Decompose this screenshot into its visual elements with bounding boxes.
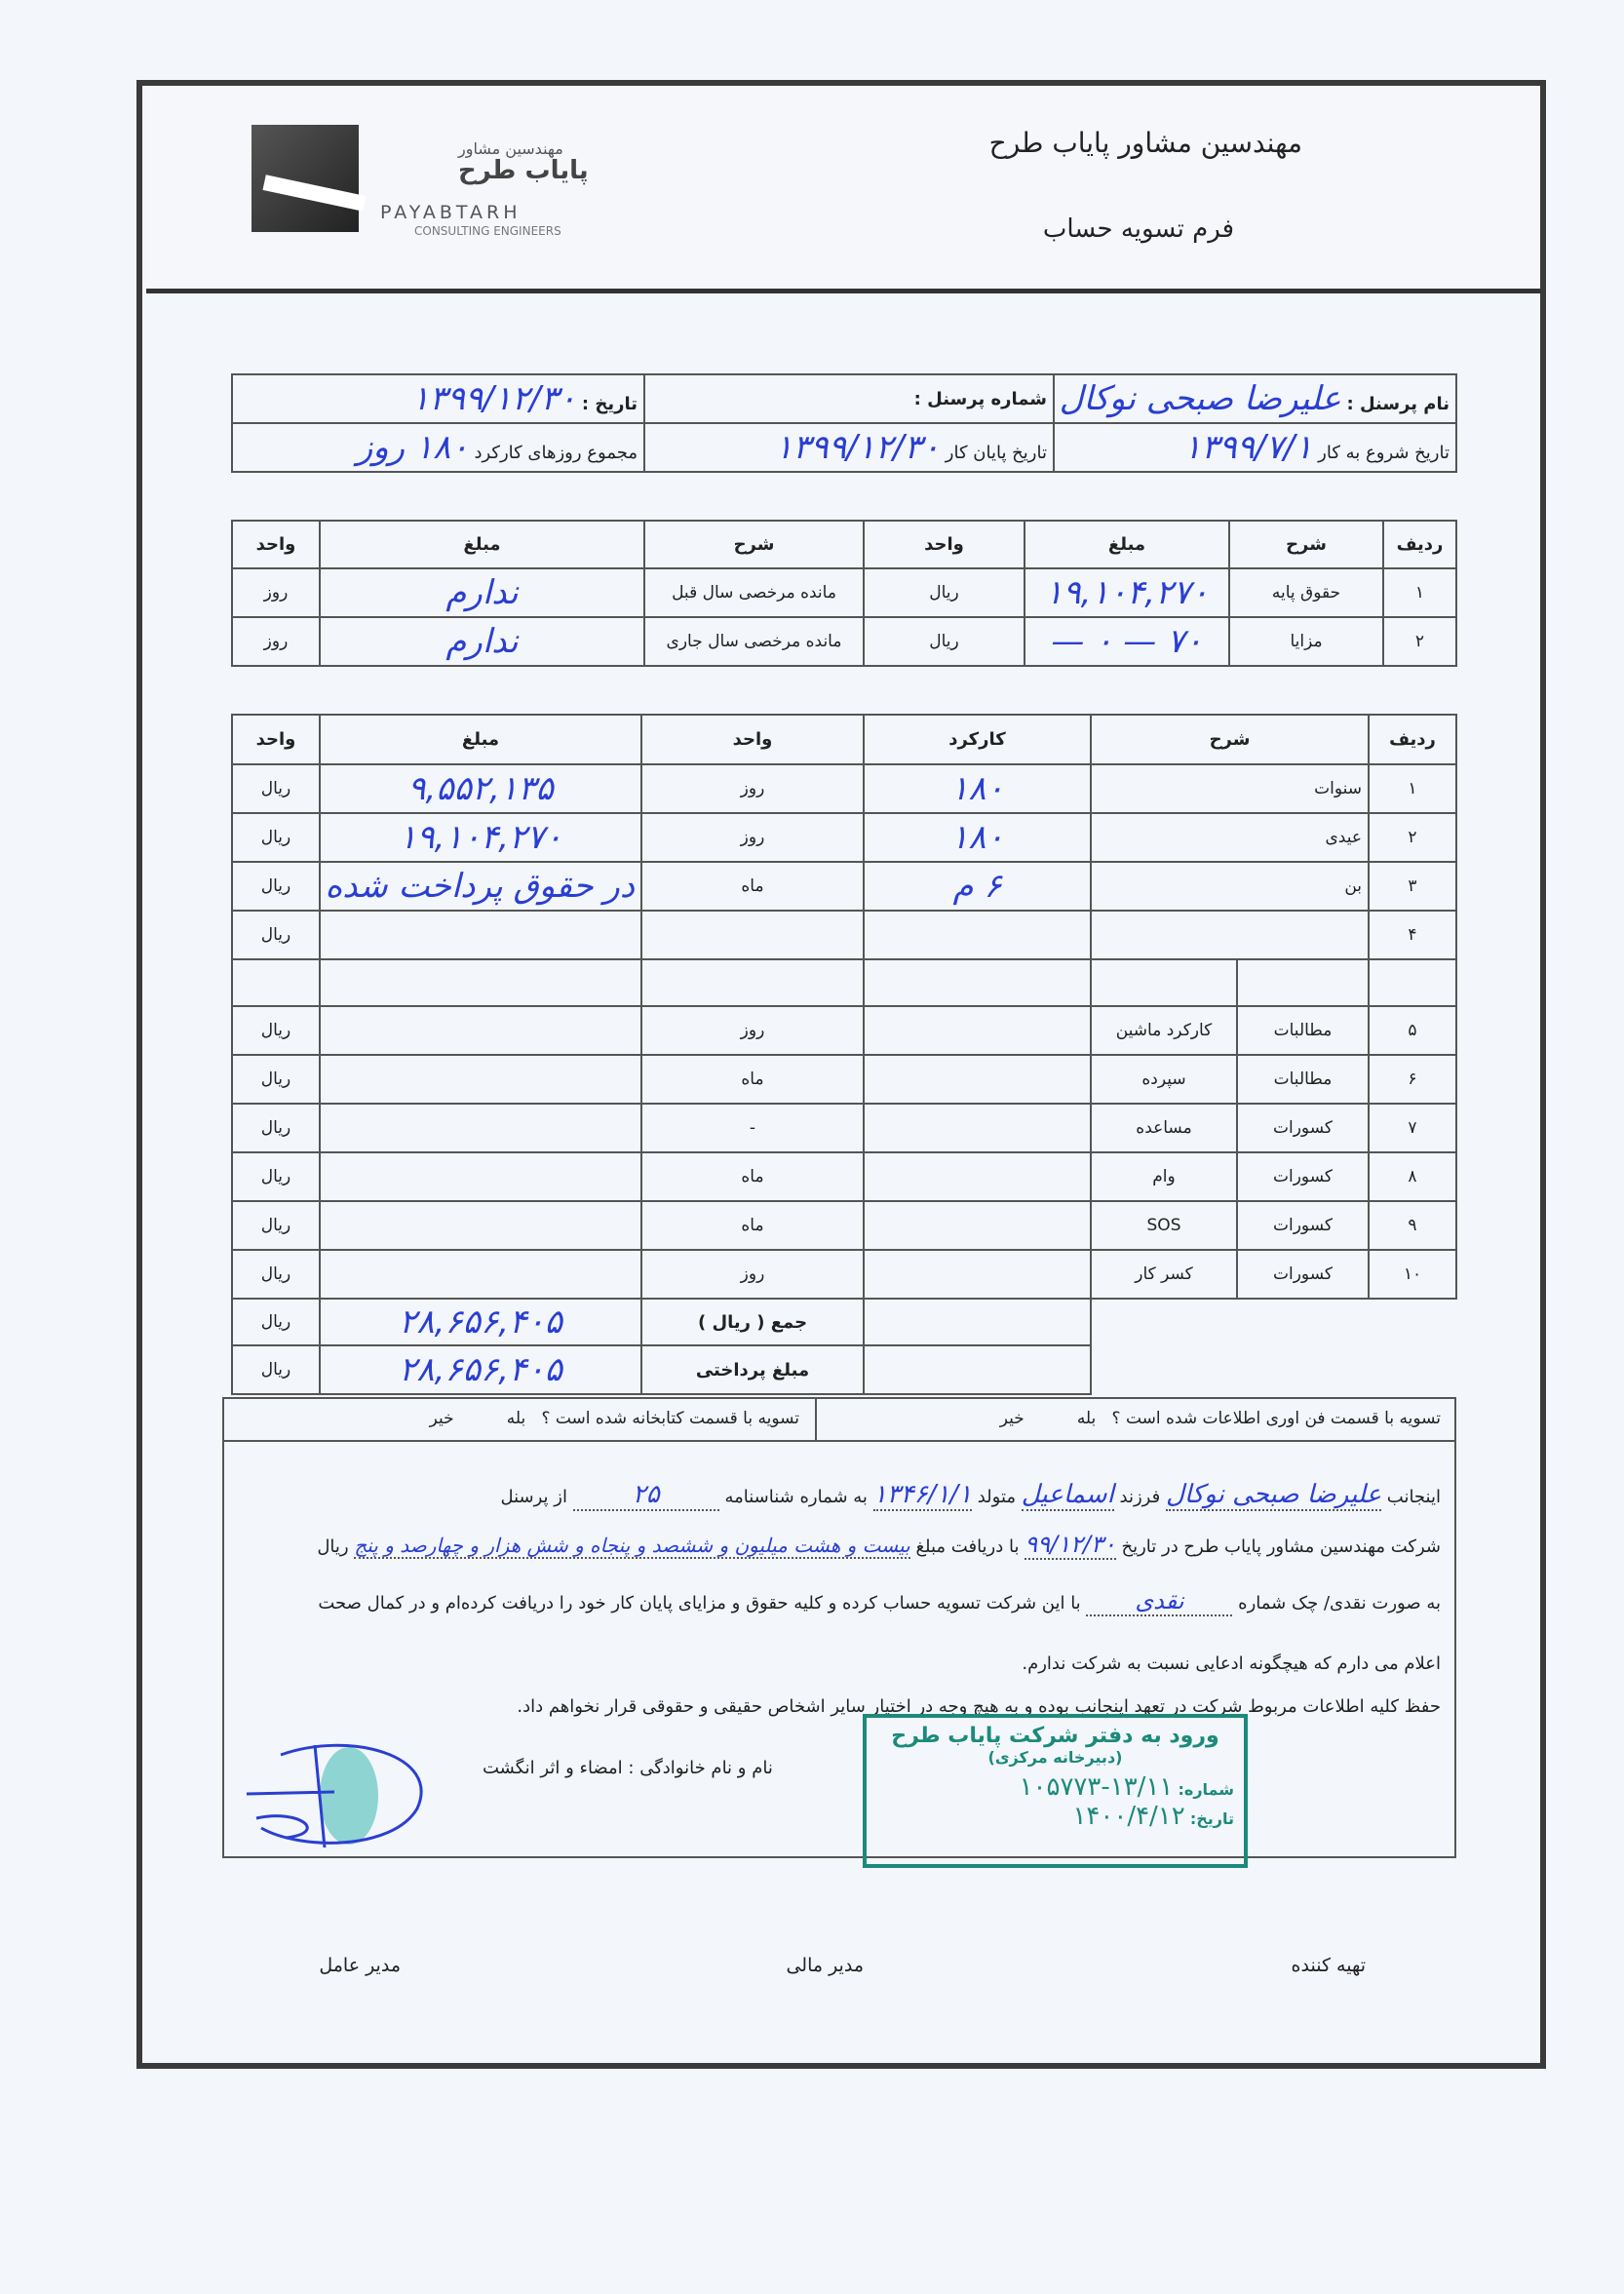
table-cell-text: - [749, 1118, 756, 1138]
table-cell [1369, 764, 1456, 813]
library-clearance-question [430, 1409, 799, 1428]
table-cell [641, 1055, 864, 1104]
summary-value [320, 1299, 641, 1345]
table-row [232, 1055, 1456, 1104]
table-cell-text: ریال [260, 1069, 291, 1089]
end-date-label: تاریخ پایان کار [945, 443, 1047, 463]
table-cell-text: ۹,۵۵۲,۱۳۵ [407, 769, 554, 808]
table-cell [644, 617, 864, 666]
table-cell [864, 1006, 1091, 1055]
table-row [232, 764, 1456, 813]
table-cell [232, 1250, 320, 1299]
personnel-no-cell [644, 374, 1054, 423]
table-cell [320, 617, 644, 666]
it-question-text: تسویه با قسمت فن اوری اطلاعات شده است ؟ [1111, 1409, 1441, 1428]
table-cell [232, 1201, 320, 1250]
table-cell [320, 1104, 641, 1152]
table-cell [320, 1055, 641, 1104]
table-cell [1091, 1250, 1237, 1299]
table-cell [864, 813, 1091, 862]
table-row [232, 1152, 1456, 1201]
settlement-statement [222, 1441, 1456, 1858]
column-header-text: مبلغ [1107, 534, 1146, 555]
column-header-text: شرح [733, 534, 775, 555]
table-cell [320, 862, 641, 911]
table-cell [1229, 568, 1383, 617]
table-cell-text: ۱۰ [1403, 1264, 1422, 1284]
text: با دریافت مبلغ [915, 1536, 1020, 1557]
table-row [232, 568, 1456, 617]
table-cell [232, 813, 320, 862]
form-title: فرم تسویه حساب [1042, 214, 1234, 244]
empty-cell [232, 959, 320, 1006]
table-cell-text: ریال [260, 779, 291, 798]
table-cell [1369, 1152, 1456, 1201]
summary-label [641, 1299, 864, 1345]
column-header-text: واحد [924, 534, 964, 555]
table-cell [1091, 911, 1369, 959]
table-cell [1091, 1201, 1237, 1250]
summary-unit [232, 1299, 320, 1345]
table-cell [1229, 617, 1383, 666]
table-cell-text: بن [1344, 876, 1362, 896]
logo-text-fa-name: پایاب طرح [458, 156, 589, 185]
personnel-no-label: شماره پرسنل : [913, 388, 1047, 409]
table-cell-text: روز [740, 1264, 765, 1284]
statement-line-4: اعلام می دارم که هیچگونه ادعایی نسبت به شرکت ندارم. [1022, 1653, 1441, 1674]
summary-value-text: ۲۸,۶۵۶,۴۰۵ [399, 1350, 562, 1389]
table-cell [641, 911, 864, 959]
table-cell-text: مزایا [1290, 632, 1323, 651]
table-cell [1091, 1104, 1237, 1152]
table-cell [232, 1152, 320, 1201]
table-cell [320, 1201, 641, 1250]
table-cell-text: ۸ [1408, 1167, 1417, 1186]
table-cell [1369, 1250, 1456, 1299]
table-cell [232, 1006, 320, 1055]
signature-label: نام و نام خانوادگی : امضاء و اثر انگشت [483, 1758, 773, 1778]
empty-cell [864, 959, 1091, 1006]
empty-cell [320, 959, 641, 1006]
table-cell-text: روز [740, 779, 765, 798]
id-number-field: ۲۵ [573, 1480, 719, 1511]
stamp-number-label: شماره: [1178, 1780, 1234, 1799]
table-cell [1369, 1104, 1456, 1152]
table-cell [1091, 764, 1369, 813]
table-row [232, 617, 1456, 666]
table-row [232, 1006, 1456, 1055]
table-cell [641, 862, 864, 911]
table-cell-text: روز [263, 583, 289, 603]
table-cell [1091, 1055, 1237, 1104]
table-row [232, 1299, 1456, 1345]
clearance-questions [222, 1397, 1456, 1442]
table-cell-text: ریال [260, 1264, 291, 1284]
table-row [232, 1345, 1456, 1394]
table-cell [320, 1006, 641, 1055]
text: از پرسنل [500, 1487, 567, 1507]
table-cell [1383, 617, 1456, 666]
column-header-text: واحد [255, 534, 296, 555]
column-header-text: مبلغ [463, 534, 501, 555]
table-cell-text: کسر کار [1135, 1264, 1193, 1284]
table-cell [1369, 1201, 1456, 1250]
table-row [232, 1104, 1456, 1152]
table-cell-text: ۱۹,۱۰۴,۲۷۰ [399, 818, 562, 857]
it-clearance-question [1000, 1409, 1441, 1428]
table-cell [232, 1055, 320, 1104]
table-cell-text: ریال [260, 1118, 291, 1138]
empty-cell [1237, 959, 1369, 1006]
table-cell [320, 813, 641, 862]
table-cell [1091, 813, 1369, 862]
table-cell [864, 617, 1025, 666]
column-header-text: ردیف [1389, 729, 1436, 750]
table-cell [864, 911, 1091, 959]
empty-cell [641, 959, 864, 1006]
table-cell-text: ماه [741, 1069, 764, 1089]
table-cell [320, 1250, 641, 1299]
total-days-value: ۱۸۰ روز [356, 428, 469, 467]
summary-label [641, 1345, 864, 1394]
end-date-value: ۱۳۹۹/۱۲/۳۰ [775, 428, 941, 467]
table-cell-text: مطالبات [1273, 1021, 1333, 1040]
blank-cell [1091, 1299, 1456, 1345]
column-header-text: کارکرد [948, 729, 1006, 750]
table-cell-text: روز [740, 1021, 765, 1040]
table-cell-text: ریال [260, 1021, 291, 1040]
table-cell [320, 764, 641, 813]
column-header-text: واحد [255, 729, 296, 750]
table-cell [864, 1250, 1091, 1299]
column-header [864, 521, 1025, 568]
table-cell-text: ۵ [1408, 1021, 1417, 1040]
settlement-date-field: ۹۹/۱۲/۳۰ [1025, 1531, 1116, 1558]
table-cell [232, 568, 320, 617]
table-row [232, 813, 1456, 862]
table-cell [864, 1055, 1091, 1104]
table-cell [320, 568, 644, 617]
text: با این شرکت تسویه حساب کرده و کلیه حقوق و مزایای پایان کار خود را دریافت کرده‌ام و در کمال صحت [318, 1593, 1081, 1614]
table-cell-text: کسورات [1273, 1118, 1333, 1138]
start-date-label: تاریخ شروع به کار [1318, 443, 1450, 463]
end-date-cell [644, 423, 1054, 472]
table-cell-text: ۲ [1408, 828, 1417, 847]
table-cell [1369, 813, 1456, 862]
table-cell [641, 1201, 864, 1250]
table-row [232, 1201, 1456, 1250]
table-cell-text: کسورات [1273, 1167, 1333, 1186]
summary-value [320, 1345, 641, 1394]
table-cell [232, 617, 320, 666]
name-label: نام پرسنل : [1346, 394, 1450, 414]
table-cell [1383, 568, 1456, 617]
blank-cell [864, 1345, 1091, 1394]
table-cell [232, 862, 320, 911]
table-cell-text: ریال [929, 583, 959, 603]
table-cell-text: ۱ [1414, 583, 1425, 603]
stamp-number: ۱۳/۱۱-۱۰۵۷۷۳ [1019, 1772, 1174, 1802]
table-cell-text: ۴ [1408, 925, 1417, 945]
table-cell [641, 1250, 864, 1299]
table-cell [232, 911, 320, 959]
column-header [232, 715, 320, 764]
table-cell [232, 764, 320, 813]
summary-label-text: مبلغ پرداختی [695, 1359, 810, 1380]
salary-leave-table [231, 520, 1457, 667]
table-cell-text: ۷ [1408, 1118, 1417, 1138]
table-row [232, 959, 1456, 1006]
table-cell [1091, 1152, 1237, 1201]
stamp-date: ۱۴۰۰/۴/۱۲ [1072, 1802, 1185, 1831]
table-cell [641, 1104, 864, 1152]
table-cell [864, 1104, 1091, 1152]
table-cell-text: ریال [260, 1167, 291, 1186]
table-cell-text: ماه [741, 876, 764, 896]
table-cell-text: ریال [260, 876, 291, 896]
table-cell [1091, 1006, 1237, 1055]
column-header [1369, 715, 1456, 764]
summary-unit-text: ریال [260, 1360, 291, 1380]
table-cell [232, 1104, 320, 1152]
table-row [232, 715, 1456, 764]
table-cell [864, 568, 1025, 617]
divider [815, 1399, 817, 1442]
name-cell [1054, 374, 1456, 423]
table-cell [1025, 568, 1229, 617]
table-cell [320, 1152, 641, 1201]
table-cell-text: ندارم [445, 622, 519, 661]
empty-cell [1091, 959, 1237, 1006]
column-header [1091, 715, 1369, 764]
table-cell [1369, 1055, 1456, 1104]
column-header [644, 521, 864, 568]
father-name-field: اسماعیل [1021, 1480, 1114, 1509]
table-cell [1369, 1006, 1456, 1055]
table-cell [641, 813, 864, 862]
table-cell-text: عیدی [1325, 828, 1362, 847]
table-cell-text: ۷۰ — ۰ — [1051, 622, 1203, 661]
table-cell-text: ۶ [1408, 1069, 1417, 1089]
column-header [320, 715, 641, 764]
table-cell-text: مساعده [1136, 1118, 1192, 1138]
table-cell-text: ۶ م [952, 867, 1002, 906]
it-yes-option[interactable]: بله [1076, 1409, 1097, 1428]
finance-manager-signature-label: مدیر مالی [786, 1955, 864, 1976]
summary-unit [232, 1345, 320, 1394]
table-cell [1237, 1104, 1369, 1152]
column-header-text: مبلغ [461, 729, 500, 750]
table-cell-text: ۱۸۰ [950, 818, 1004, 857]
column-header-text: شرح [1209, 729, 1251, 750]
table-cell [320, 911, 641, 959]
table-cell [864, 764, 1091, 813]
summary-unit-text: ریال [260, 1312, 291, 1332]
table-cell-text: مطالبات [1273, 1069, 1333, 1089]
table-cell [864, 1201, 1091, 1250]
total-days-label: مجموع روزهای کارکرد [474, 443, 638, 463]
table-cell-text: ریال [929, 632, 959, 651]
employee-name-field: علیرضا صبحی نوکال [1165, 1480, 1382, 1509]
summary-value-text: ۲۸,۶۵۶,۴۰۵ [399, 1303, 562, 1341]
table-cell-text: ۲ [1414, 632, 1425, 651]
table-cell-text: ۱ [1408, 779, 1417, 798]
text: اینجانب [1386, 1487, 1441, 1507]
name-value: علیرضا صبحی نوکال [1059, 379, 1341, 418]
text: فرزند [1119, 1487, 1161, 1507]
stamp-title: ورود به دفتر شرکت پایاب طرح [891, 1724, 1219, 1748]
table-cell-text: سنوات [1314, 779, 1362, 798]
logo-text-en: PAYABTARH [380, 202, 522, 223]
column-header-text: واحد [732, 729, 773, 750]
library-yes-option[interactable]: بله [506, 1409, 526, 1428]
table-cell [641, 764, 864, 813]
table-cell-text: کسورات [1273, 1216, 1333, 1235]
statement-line-1 [500, 1480, 1441, 1511]
company-title: مهندسین مشاور پایاب طرح [988, 127, 1302, 159]
blank-cell [1091, 1345, 1456, 1394]
column-header-text: ردیف [1396, 534, 1444, 555]
total-days-cell [232, 423, 644, 472]
table-cell [864, 862, 1091, 911]
table-row [232, 911, 1456, 959]
start-date-value: ۱۳۹۹/۷/۱ [1182, 428, 1313, 467]
stamp-date-label: تاریخ: [1189, 1809, 1234, 1828]
library-question-text: تسویه با قسمت کتابخانه شده است ؟ [541, 1409, 799, 1428]
table-cell [1369, 862, 1456, 911]
table-cell [1369, 911, 1456, 959]
column-header [864, 715, 1091, 764]
table-row [232, 1250, 1456, 1299]
text: شرکت مهندسین مشاور پایاب طرح در تاریخ [1121, 1536, 1441, 1557]
table-cell [641, 1006, 864, 1055]
table-cell-text: کارکرد ماشین [1115, 1021, 1213, 1040]
table-cell [864, 1152, 1091, 1201]
table-cell [1237, 1055, 1369, 1104]
table-cell-text: ریال [260, 925, 291, 945]
statement-line-2 [317, 1531, 1441, 1560]
table-cell-text: در حقوق پرداخت شده [325, 867, 635, 906]
table-cell [1091, 862, 1369, 911]
birth-date-field: ۱۳۴۶/۱/۱ [872, 1480, 972, 1509]
table-cell-text: ریال [260, 828, 291, 847]
table-cell-text: SOS [1146, 1216, 1181, 1235]
table-cell-text: حقوق پایه [1271, 583, 1341, 603]
employee-signature-fingerprint [232, 1735, 456, 1852]
table-cell-text: ماه [741, 1216, 764, 1235]
logo-text-en-sub: CONSULTING ENGINEERS [414, 224, 561, 238]
table-cell [1237, 1152, 1369, 1201]
table-cell [1237, 1006, 1369, 1055]
date-cell [232, 374, 644, 423]
text: متولد [977, 1487, 1017, 1507]
statement-line-5: حفظ کلیه اطلاعات مربوط شرکت در تعهد اینجانب بوده و به هیچ وجه در اختیار سایر اشخاص حقیقی و حقوقی قرار نخواهم داد. [517, 1696, 1441, 1717]
table-cell-text: ۳ [1408, 876, 1417, 896]
amount-words-field: بیست و هشت میلیون و ششصد و پنجاه و شش هزار و چهارصد و پنج [354, 1534, 910, 1557]
table-row [232, 862, 1456, 911]
column-header [1229, 521, 1383, 568]
table-cell-text: وام [1152, 1167, 1176, 1186]
text: به شماره شناسنامه [724, 1487, 868, 1507]
column-header [320, 521, 644, 568]
settlement-items-table [231, 714, 1457, 1395]
table-cell-text: روز [740, 828, 765, 847]
payment-method-field: نقدی [1086, 1587, 1232, 1616]
table-cell [641, 1152, 864, 1201]
table-cell-text: ۹ [1408, 1216, 1417, 1235]
table-cell [1237, 1201, 1369, 1250]
table-cell-text: روز [263, 632, 289, 651]
logo-text-fa-small: مهندسین مشاور [458, 139, 563, 158]
date-label: تاریخ : [581, 394, 638, 414]
column-header [641, 715, 864, 764]
table-cell [1237, 1250, 1369, 1299]
table-cell-text: ریال [260, 1216, 291, 1235]
table-cell-text: ندارم [445, 573, 519, 612]
table-cell-text: سپرده [1141, 1069, 1186, 1089]
stamp-subtitle: (دبیرخانه مرکزی) [987, 1748, 1123, 1767]
preparer-signature-label: تهیه کننده [1291, 1955, 1366, 1976]
column-header-text: شرح [1286, 534, 1327, 555]
table-cell-text: کسورات [1273, 1264, 1333, 1284]
table-cell-text: ۱۹,۱۰۴,۲۷۰ [1045, 573, 1209, 612]
table-cell-text: مانده مرخصی سال جاری [666, 632, 842, 651]
summary-label-text: جمع ( ریال ) [697, 1311, 808, 1333]
statement-line-3 [318, 1587, 1441, 1616]
text: ریال [317, 1536, 349, 1557]
blank-cell [864, 1299, 1091, 1345]
ceo-signature-label: مدیر عامل [319, 1955, 401, 1976]
column-header [1025, 521, 1229, 568]
registry-stamp [863, 1714, 1248, 1868]
personnel-info-table [231, 373, 1457, 473]
date-value: ۱۳۹۹/۱۲/۳۰ [411, 379, 577, 418]
table-cell-text: ماه [741, 1167, 764, 1186]
column-header [232, 521, 320, 568]
table-cell [1025, 617, 1229, 666]
table-cell [644, 568, 864, 617]
library-no-option[interactable]: خیر [429, 1409, 454, 1428]
table-cell-text: ۱۸۰ [950, 769, 1004, 808]
empty-cell [1369, 959, 1456, 1006]
start-date-cell [1054, 423, 1456, 472]
text: به صورت نقدی/ چک شماره [1238, 1593, 1441, 1614]
table-cell-text: مانده مرخصی سال قبل [672, 583, 836, 603]
it-no-option[interactable]: خیر [999, 1409, 1025, 1428]
column-header [1383, 521, 1456, 568]
